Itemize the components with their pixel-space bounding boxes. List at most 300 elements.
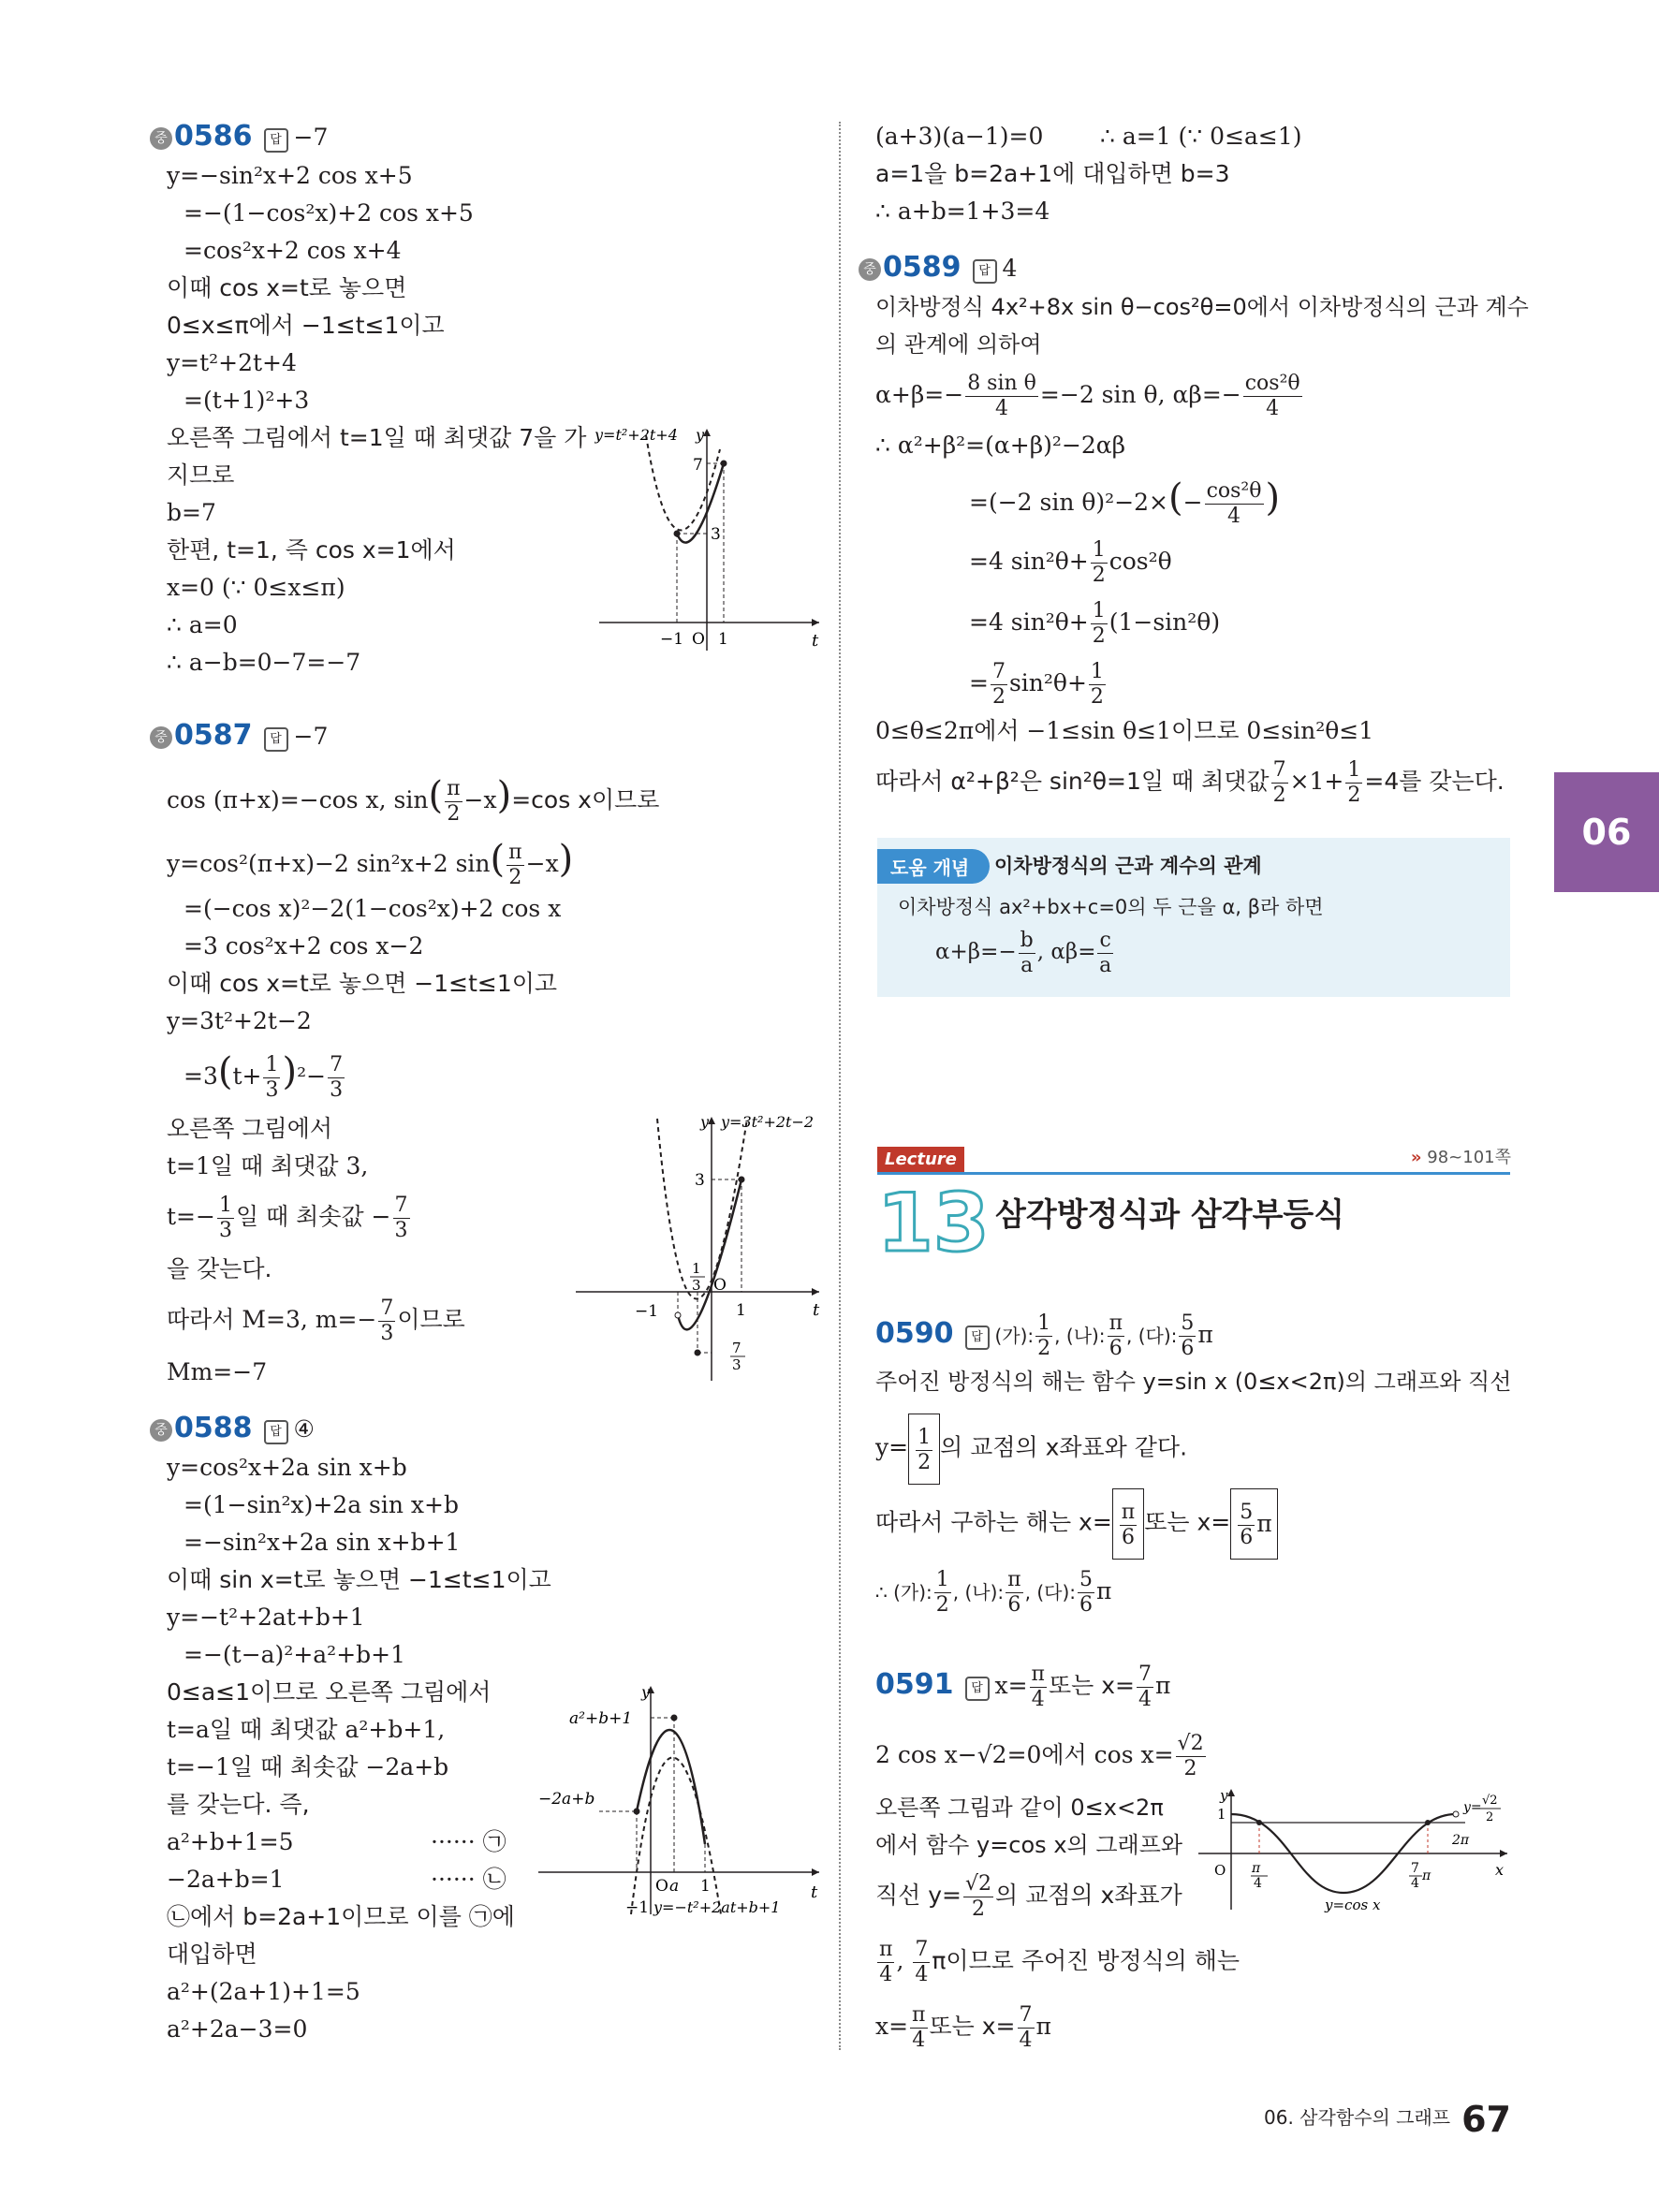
text: , — [896, 1947, 904, 1974]
denominator: 2 — [991, 685, 1006, 709]
numerator: 1 — [1092, 538, 1106, 562]
tick-label: 1 — [700, 1877, 711, 1896]
tick-label: −1 — [660, 630, 684, 649]
fraction — [1243, 374, 1302, 419]
level-badge: 중 — [859, 258, 881, 281]
text: 2 cos x−√2=0에서 cos x= — [875, 1741, 1174, 1768]
solution-line: =(1−sin²x)+2a sin x+b — [184, 1491, 459, 1518]
text: 또는 x= — [929, 2013, 1016, 2040]
fraction — [1108, 1313, 1124, 1359]
denominator: 6 — [1181, 1337, 1195, 1360]
solution-line — [167, 1189, 412, 1245]
solution-line: a²+(2a+1)+1=5 — [167, 1978, 360, 2005]
denominator: 2 — [1037, 1337, 1051, 1360]
help-line: 이차방정식 ax²+bx+c=0의 두 근을 α, β라 하면 — [898, 896, 1324, 918]
tick-label: 3 — [692, 1277, 701, 1294]
arrow-icon — [812, 619, 819, 626]
fraction — [963, 1874, 993, 1920]
numerator: 8 sin θ — [967, 372, 1036, 395]
text: cos²θ — [1108, 548, 1172, 575]
problem-0590-header — [875, 1306, 1213, 1364]
solution-line — [875, 1488, 1278, 1560]
tick-label: π — [1422, 1868, 1431, 1883]
numerator: 7 — [1272, 758, 1286, 782]
text: x= — [994, 1672, 1028, 1699]
denominator: 4 — [1031, 1688, 1045, 1711]
answer-value: ④ — [293, 1415, 315, 1443]
max-point — [739, 1177, 745, 1183]
solution-line: −2a+b=1 — [167, 1866, 285, 1893]
solution-line: =cos²x+2 cos x+4 — [184, 237, 402, 264]
text: =3 — [184, 1062, 218, 1090]
solution-line — [875, 754, 1505, 810]
solution-line: ∴ a+b=1+3=4 — [875, 198, 1050, 225]
text: 의 교점의 x좌표가 — [995, 1882, 1182, 1909]
graph-0588 — [534, 1680, 824, 1924]
text: −x — [463, 786, 497, 813]
arrow-icon — [812, 1868, 819, 1876]
chapter-tab: 06 — [1554, 772, 1659, 892]
numerator: 5 — [1079, 1568, 1093, 1591]
paren: ( — [490, 838, 506, 881]
fraction — [913, 1940, 930, 1985]
text: 따라서 α²+β²은 sin²θ=1일 때 최댓값 — [875, 768, 1270, 795]
text: 이므로 — [397, 1306, 465, 1333]
denominator: 3 — [330, 1078, 344, 1102]
solution-line: y=−t²+2at+b+1 — [167, 1604, 365, 1631]
problem-0588-header — [150, 1414, 315, 1444]
intersection-point — [1256, 1820, 1262, 1825]
solution-line: a²+b+1=5 — [167, 1828, 294, 1855]
denominator: 6 — [1079, 1593, 1093, 1617]
text: y= — [875, 1433, 909, 1461]
paren: ) — [496, 774, 512, 817]
solution-line: =−(1−cos²x)+2 cos x+5 — [184, 199, 474, 227]
tick-label: O — [655, 1877, 668, 1896]
denominator: 4 — [1266, 397, 1280, 420]
fraction — [1018, 2005, 1035, 2051]
graph-0587 — [571, 1105, 824, 1385]
solution-line: 의 관계에 의하여 — [875, 331, 1042, 358]
problem-number: 0590 — [875, 1317, 954, 1350]
function-label: y=t²+2t+4 — [595, 426, 678, 444]
problem-0591-header — [875, 1657, 1170, 1714]
denominator: 2 — [1092, 564, 1106, 587]
numerator: 1 — [1092, 599, 1106, 623]
fraction — [1345, 760, 1362, 806]
page-number: 67 — [1461, 2099, 1511, 2140]
text: α+β=− — [875, 381, 964, 408]
parabola-curve — [678, 1179, 741, 1329]
footer-chapter: 06. 삼각함수의 그래프 — [1264, 2106, 1451, 2129]
t-axis-label: t — [811, 1882, 818, 1902]
level-badge: 중 — [150, 127, 172, 150]
numerator: 1 — [935, 1568, 949, 1591]
graph-0591 — [1194, 1783, 1512, 1914]
fraction — [934, 1570, 951, 1616]
tick-label: 2π — [1452, 1833, 1470, 1848]
x-axis-label: x — [1495, 1861, 1505, 1879]
solution-line: =3 cos²x+2 cos x−2 — [184, 932, 424, 960]
solution-line: =(−cos x)²−2(1−cos²x)+2 cos x — [184, 895, 562, 922]
numerator: 7 — [1138, 1663, 1152, 1686]
denominator: 6 — [1122, 1526, 1136, 1549]
numerator: 1 — [918, 1426, 932, 1449]
fraction — [916, 1428, 932, 1473]
solution-line — [875, 1414, 1187, 1485]
solution-line — [875, 1999, 1051, 2055]
numerator: 1 — [1037, 1311, 1051, 1335]
paren: ( — [217, 1050, 233, 1093]
fraction — [1271, 760, 1288, 806]
solution-line: 오른쪽 그림과 같이 0≤x<2π — [875, 1795, 1164, 1821]
text: 또는 x= — [1049, 1672, 1136, 1699]
problem-0587-header — [150, 721, 328, 752]
paren: ( — [1168, 476, 1183, 520]
text: , (나): — [952, 1581, 1005, 1604]
solution-line: ∴ a=1 (∵ 0≤a≤1) — [1100, 123, 1302, 150]
answer-mark: 답 — [973, 259, 997, 284]
numerator: 7 — [1019, 2003, 1033, 2027]
intersection-point — [1425, 1820, 1431, 1825]
tick-label: −2a+b — [538, 1790, 595, 1809]
solution-line — [875, 367, 1304, 423]
tick-label: 3 — [695, 1171, 705, 1190]
equation-tag: ······ ㉠ — [431, 1828, 507, 1855]
denominator: 2 — [972, 1897, 985, 1921]
fraction — [1091, 601, 1108, 647]
tick-label: O — [692, 630, 705, 649]
denominator: 4 — [1019, 2029, 1033, 2052]
fraction — [217, 1195, 234, 1241]
denominator: 6 — [1007, 1593, 1021, 1617]
arrow-icon — [812, 1288, 819, 1296]
help-label: 도움 개념 — [877, 849, 990, 884]
text: cos (π+x)=−cos x, sin — [167, 786, 429, 813]
solution-line: 0≤θ≤2π에서 −1≤sin θ≤1이므로 0≤sin²θ≤1 — [875, 717, 1374, 744]
denominator: 4 — [915, 1963, 929, 1986]
fraction — [1030, 1664, 1047, 1710]
text: =−2 sin θ, αβ=− — [1039, 381, 1241, 408]
lecture-title: 삼각방정식과 삼각부등식 — [995, 1196, 1345, 1234]
text: 직선 y= — [875, 1882, 962, 1909]
solution-line: 를 갖는다. 즉, — [167, 1791, 310, 1818]
problem-0589-header — [859, 253, 1017, 284]
text: =4 sin²θ+ — [969, 548, 1089, 575]
text: (1−sin²θ) — [1108, 608, 1221, 636]
solution-line: t=1일 때 최댓값 3, — [167, 1152, 369, 1179]
solution-line: (a+3)(a−1)=0 — [875, 123, 1044, 150]
numerator: π — [1108, 1311, 1123, 1335]
parabola-dashed — [646, 435, 720, 530]
fraction — [1137, 1664, 1153, 1710]
function-label: y=−t²+2at+b+1 — [653, 1898, 781, 1916]
numerator: √2 — [965, 1872, 992, 1896]
answer-mark: 답 — [264, 128, 288, 153]
numerator: 5 — [1240, 1501, 1254, 1524]
max-point — [721, 461, 727, 467]
blank-box — [908, 1414, 940, 1485]
text: sin²θ+ — [1008, 669, 1087, 696]
endpoint — [1453, 1811, 1459, 1817]
numerator: c — [1099, 928, 1111, 952]
solution-line: ∴ a=0 — [167, 611, 238, 638]
denominator: 2 — [508, 866, 522, 889]
solution-line: ∴ α²+β²=(α+β)²−2αβ — [875, 432, 1126, 459]
vertex-point — [674, 531, 681, 537]
answer-mark: 답 — [264, 727, 288, 752]
answer-mark: 답 — [264, 1420, 288, 1444]
solution-line: 이차방정식 4x²+8x sin θ−cos²θ=0에서 이차방정식의 근과 계수 — [875, 294, 1529, 320]
denominator: 6 — [1108, 1337, 1123, 1360]
level-badge: 중 — [150, 726, 172, 749]
min-point — [695, 1350, 701, 1356]
solution-line: 오른쪽 그림에서 — [167, 1115, 332, 1142]
fraction — [1120, 1502, 1137, 1548]
lecture-tag: Lecture — [877, 1147, 964, 1172]
solution-line — [875, 1868, 1182, 1924]
text: , αβ= — [1036, 940, 1096, 964]
numerator: 7 — [991, 660, 1006, 683]
graph-0586 — [595, 421, 824, 655]
solution-line: ㉡에서 b=2a+1이므로 이를 ㉠에 — [167, 1903, 515, 1930]
numerator: π — [447, 777, 461, 800]
text: =4를 갖는다. — [1364, 768, 1505, 795]
solution-line: 지므로 — [167, 461, 235, 489]
solution-line — [969, 470, 1280, 531]
solution-line: 오른쪽 그림에서 t=1일 때 최댓값 7을 가 — [167, 424, 587, 451]
fraction — [1179, 1313, 1196, 1359]
tick-label: 1 — [718, 630, 728, 649]
text: 의 교점의 x좌표와 같다. — [940, 1433, 1188, 1461]
max-point — [671, 1715, 678, 1721]
numerator: cos²θ — [1206, 479, 1262, 503]
text: =4 sin²θ+ — [969, 608, 1089, 636]
solution-line: b=7 — [167, 499, 216, 526]
numerator: 1 — [1347, 758, 1361, 782]
denominator: 4 — [995, 397, 1009, 420]
tick-label: −1 — [625, 1898, 650, 1917]
denominator: 4 — [1227, 505, 1241, 528]
denominator: 3 — [218, 1219, 232, 1242]
function-label: y=cos x — [1325, 1897, 1381, 1913]
solution-line: 이때 cos x=t로 놓으면 — [167, 274, 407, 301]
fraction — [507, 842, 523, 888]
text: 또는 x= — [1144, 1508, 1231, 1536]
solution-line — [875, 1933, 1240, 1989]
endpoint — [675, 1312, 681, 1318]
blank-box — [1112, 1488, 1144, 1560]
denominator: a — [1099, 953, 1112, 977]
fraction — [910, 2005, 927, 2051]
blank-box — [1230, 1488, 1277, 1560]
solution-line: =−(t−a)²+a²+b+1 — [184, 1641, 405, 1668]
paren: ) — [1265, 476, 1281, 520]
numerator: √2 — [1177, 1732, 1204, 1755]
text: y=cos²(π+x)−2 sin²x+2 sin — [167, 850, 491, 877]
fraction — [1091, 540, 1108, 586]
denominator: 6 — [1240, 1526, 1254, 1549]
help-title: 이차방정식의 근과 계수의 관계 — [994, 855, 1262, 877]
solution-line: 주어진 방정식의 해는 함수 y=sin x (0≤x<2π)의 그래프와 직선 — [875, 1369, 1512, 1395]
denominator: 2 — [1347, 784, 1361, 807]
fraction — [991, 662, 1007, 708]
solution-line: 한편, t=1, 즉 cos x=1에서 — [167, 536, 456, 564]
fraction — [445, 779, 462, 825]
numerator: 1 — [265, 1053, 279, 1077]
numerator: cos²θ — [1244, 372, 1300, 395]
solution-line — [167, 768, 659, 828]
fraction — [1089, 662, 1106, 708]
function-label: y=3t²+2t−2 — [721, 1113, 815, 1131]
denominator: 4 — [1138, 1688, 1152, 1711]
text: , (나): — [1054, 1325, 1106, 1347]
numerator: 7 — [394, 1194, 408, 1217]
text: =(−2 sin θ)²−2× — [969, 489, 1169, 516]
solution-line: 0≤x≤π에서 −1≤t≤1이고 — [167, 312, 445, 339]
fraction — [393, 1195, 410, 1241]
numerator: π — [1007, 1568, 1021, 1591]
denominator: 2 — [918, 1451, 932, 1474]
help-line — [935, 924, 1115, 980]
solution-line: 에서 함수 y=cos x의 그래프와 — [875, 1832, 1183, 1858]
text: π — [1035, 2013, 1051, 2040]
denominator: 4 — [912, 2029, 926, 2052]
denominator: a — [1020, 953, 1034, 977]
numerator: 7 — [330, 1053, 344, 1077]
denominator: 3 — [265, 1078, 279, 1102]
fraction — [328, 1055, 345, 1101]
solution-line: 을 갖는다. — [167, 1255, 272, 1282]
text: 일 때 최솟값 − — [235, 1203, 391, 1230]
fraction — [1097, 930, 1112, 976]
arrow-icon — [708, 1117, 715, 1124]
text: ×1+ — [1289, 768, 1344, 795]
numerator: π — [508, 841, 522, 864]
fraction — [1238, 1502, 1255, 1548]
problem-number: 0586 — [174, 120, 253, 153]
text: t+ — [232, 1062, 262, 1090]
tick-label: 1 — [1217, 1806, 1226, 1823]
tick-label: π — [1252, 1861, 1261, 1876]
pages-arrow-icon: » — [1410, 1148, 1422, 1167]
numerator: π — [879, 1938, 893, 1961]
solution-line: x=0 (∵ 0≤x≤π) — [167, 574, 345, 601]
arrow-icon — [703, 429, 711, 436]
answer-mark: 답 — [965, 1677, 990, 1701]
denominator: 2 — [447, 802, 461, 826]
parabola-curve — [637, 1730, 705, 1844]
denominator: 4 — [879, 1963, 893, 1986]
tick-label: 3 — [711, 525, 721, 544]
numerator: 5 — [1181, 1311, 1195, 1335]
solution-line: 대입하면 — [167, 1941, 257, 1968]
tick-label: O — [1214, 1862, 1226, 1879]
tick-label: 4 — [1254, 1876, 1262, 1891]
text: (가): — [994, 1325, 1035, 1347]
numerator: 7 — [915, 1938, 929, 1961]
text: ∴ (가): — [875, 1581, 932, 1604]
solution-line: y=cos²x+2a sin x+b — [167, 1454, 407, 1481]
answer-value: −7 — [293, 723, 329, 750]
numerator: 7 — [380, 1296, 394, 1320]
help-box — [877, 838, 1510, 997]
fraction — [1019, 930, 1035, 976]
solution-line: a²+2a−3=0 — [167, 2015, 308, 2043]
solution-line: 이때 cos x=t로 놓으면 −1≤t≤1이고 — [167, 970, 558, 997]
text: 따라서 M=3, m=− — [167, 1306, 377, 1333]
fraction — [1205, 481, 1264, 527]
lecture-rule — [877, 1172, 1510, 1175]
text: π — [1197, 1321, 1213, 1348]
column-divider — [839, 122, 841, 2050]
fraction — [1078, 1570, 1094, 1616]
equation-tag: ······ ㉡ — [431, 1866, 507, 1893]
page-footer — [1264, 2099, 1511, 2140]
numerator: 1 — [218, 1194, 232, 1217]
solution-line: y=−sin²x+2 cos x+5 — [167, 162, 413, 189]
solution-line: Mm=−7 — [167, 1358, 268, 1385]
line-label: 2 — [1486, 1810, 1494, 1824]
solution-line: 0≤a≤1이므로 오른쪽 그림에서 — [167, 1678, 492, 1706]
answer-value: 4 — [1002, 255, 1018, 282]
text: = — [969, 669, 989, 696]
tick-label: 4 — [1411, 1876, 1419, 1891]
t-axis-label: t — [813, 1300, 820, 1320]
paren: ) — [282, 1050, 298, 1093]
y-axis-label: y — [641, 1683, 651, 1701]
denominator: 3 — [380, 1322, 394, 1345]
text: 따라서 구하는 해는 x= — [875, 1508, 1112, 1536]
text: − — [1182, 489, 1203, 516]
min-point — [634, 1809, 640, 1815]
fraction — [965, 374, 1038, 419]
text: π — [1096, 1577, 1112, 1604]
text: π이므로 주어진 방정식의 해는 — [932, 1947, 1241, 1974]
arrow-icon — [1227, 1789, 1235, 1796]
solution-line: t=a일 때 최댓값 a²+b+1, — [167, 1716, 446, 1743]
text: −x — [525, 850, 559, 877]
solution-line: =(t+1)²+3 — [184, 387, 310, 414]
solution-line — [167, 1292, 465, 1348]
solution-line — [875, 1727, 1208, 1783]
text: =cos x이므로 — [511, 786, 660, 813]
text: α+β=− — [935, 940, 1017, 964]
solution-line: =−sin²x+2a sin x+b+1 — [184, 1529, 461, 1556]
tick-label: a²+b+1 — [569, 1709, 633, 1728]
solution-line: y=3t²+2t−2 — [167, 1007, 312, 1034]
fraction — [1035, 1313, 1052, 1359]
lecture-pages — [1411, 1144, 1511, 1168]
numerator: b — [1020, 928, 1034, 952]
fraction — [263, 1055, 280, 1101]
solution-line — [969, 534, 1172, 590]
numerator: π — [1031, 1663, 1046, 1686]
problem-number: 0588 — [174, 1412, 253, 1444]
tick-label: 1 — [692, 1260, 701, 1277]
denominator: 2 — [1092, 624, 1106, 648]
problem-0586-header — [150, 122, 328, 153]
y-axis-label: y — [696, 426, 705, 444]
solution-line — [875, 1563, 1111, 1620]
line-label: √2 — [1482, 1794, 1498, 1808]
tick-label: 7 — [732, 1340, 741, 1356]
text: , (다): — [1024, 1581, 1076, 1604]
denominator: 2 — [1090, 685, 1104, 709]
t-axis-label: t — [812, 631, 819, 651]
fraction — [877, 1940, 894, 1985]
numerator: π — [1121, 1501, 1136, 1524]
